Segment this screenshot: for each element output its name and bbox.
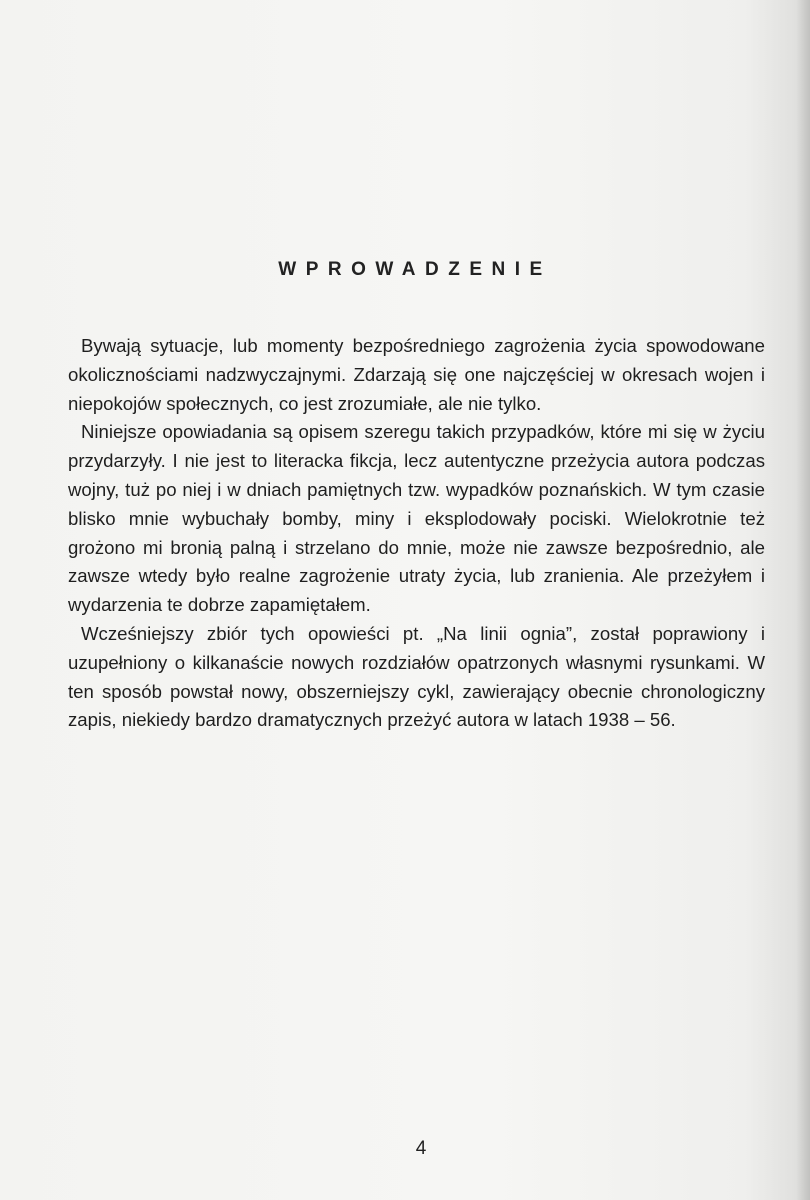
page-number: 4 (415, 1138, 427, 1159)
paragraph-1: Bywają sytuacje, lub momenty bezpośredniego zagrożenia życia spowodowane okolicznościami nadzwyczajnymi. Zdarzają się one najczęściej w okresach wojen i niepokojów społecznych, co jest zrozumiałe, ale nie tylko. (68, 335, 765, 414)
page-edge-shadow (796, 0, 810, 1200)
paragraph-2: Niniejsze opowiadania są opisem szeregu takich przypadków, które mi się w życiu przydarzyły. I nie jest to literacka fikcja, lecz autentyczne przeżycia autora podczas wojny, tuż po niej i w dniach pamiętnych tzw. wypadków poznańskich. W tym czasie blisko mnie wybuchały bomby, miny i eksplodowały pociski. Wielokrotnie też grożono mi bronią palną i strzelano do mnie, może nie zawsze bezpośrednio, ale zawsze wtedy było realne zagrożenie utraty życia, lub zranienia. Ale przeżyłem i wydarzenia te dobrze zapamiętałem. (68, 421, 765, 616)
paragraph-3: Wcześniejszy zbiór tych opowieści pt. „Na linii ognia”, został poprawiony i uzupełniony o kilkanaście nowych rozdziałów opatrzonych własnymi rysunkami. W ten sposób powstał nowy, obszerniejszy cykl, zawierający obecnie chronologiczny zapis, niekiedy bardzo dramatycznych przeżyć autora w latach 1938 – 56. (68, 622, 765, 731)
body-text (68, 332, 765, 735)
chapter-heading: WPROWADZENIE (278, 259, 552, 280)
